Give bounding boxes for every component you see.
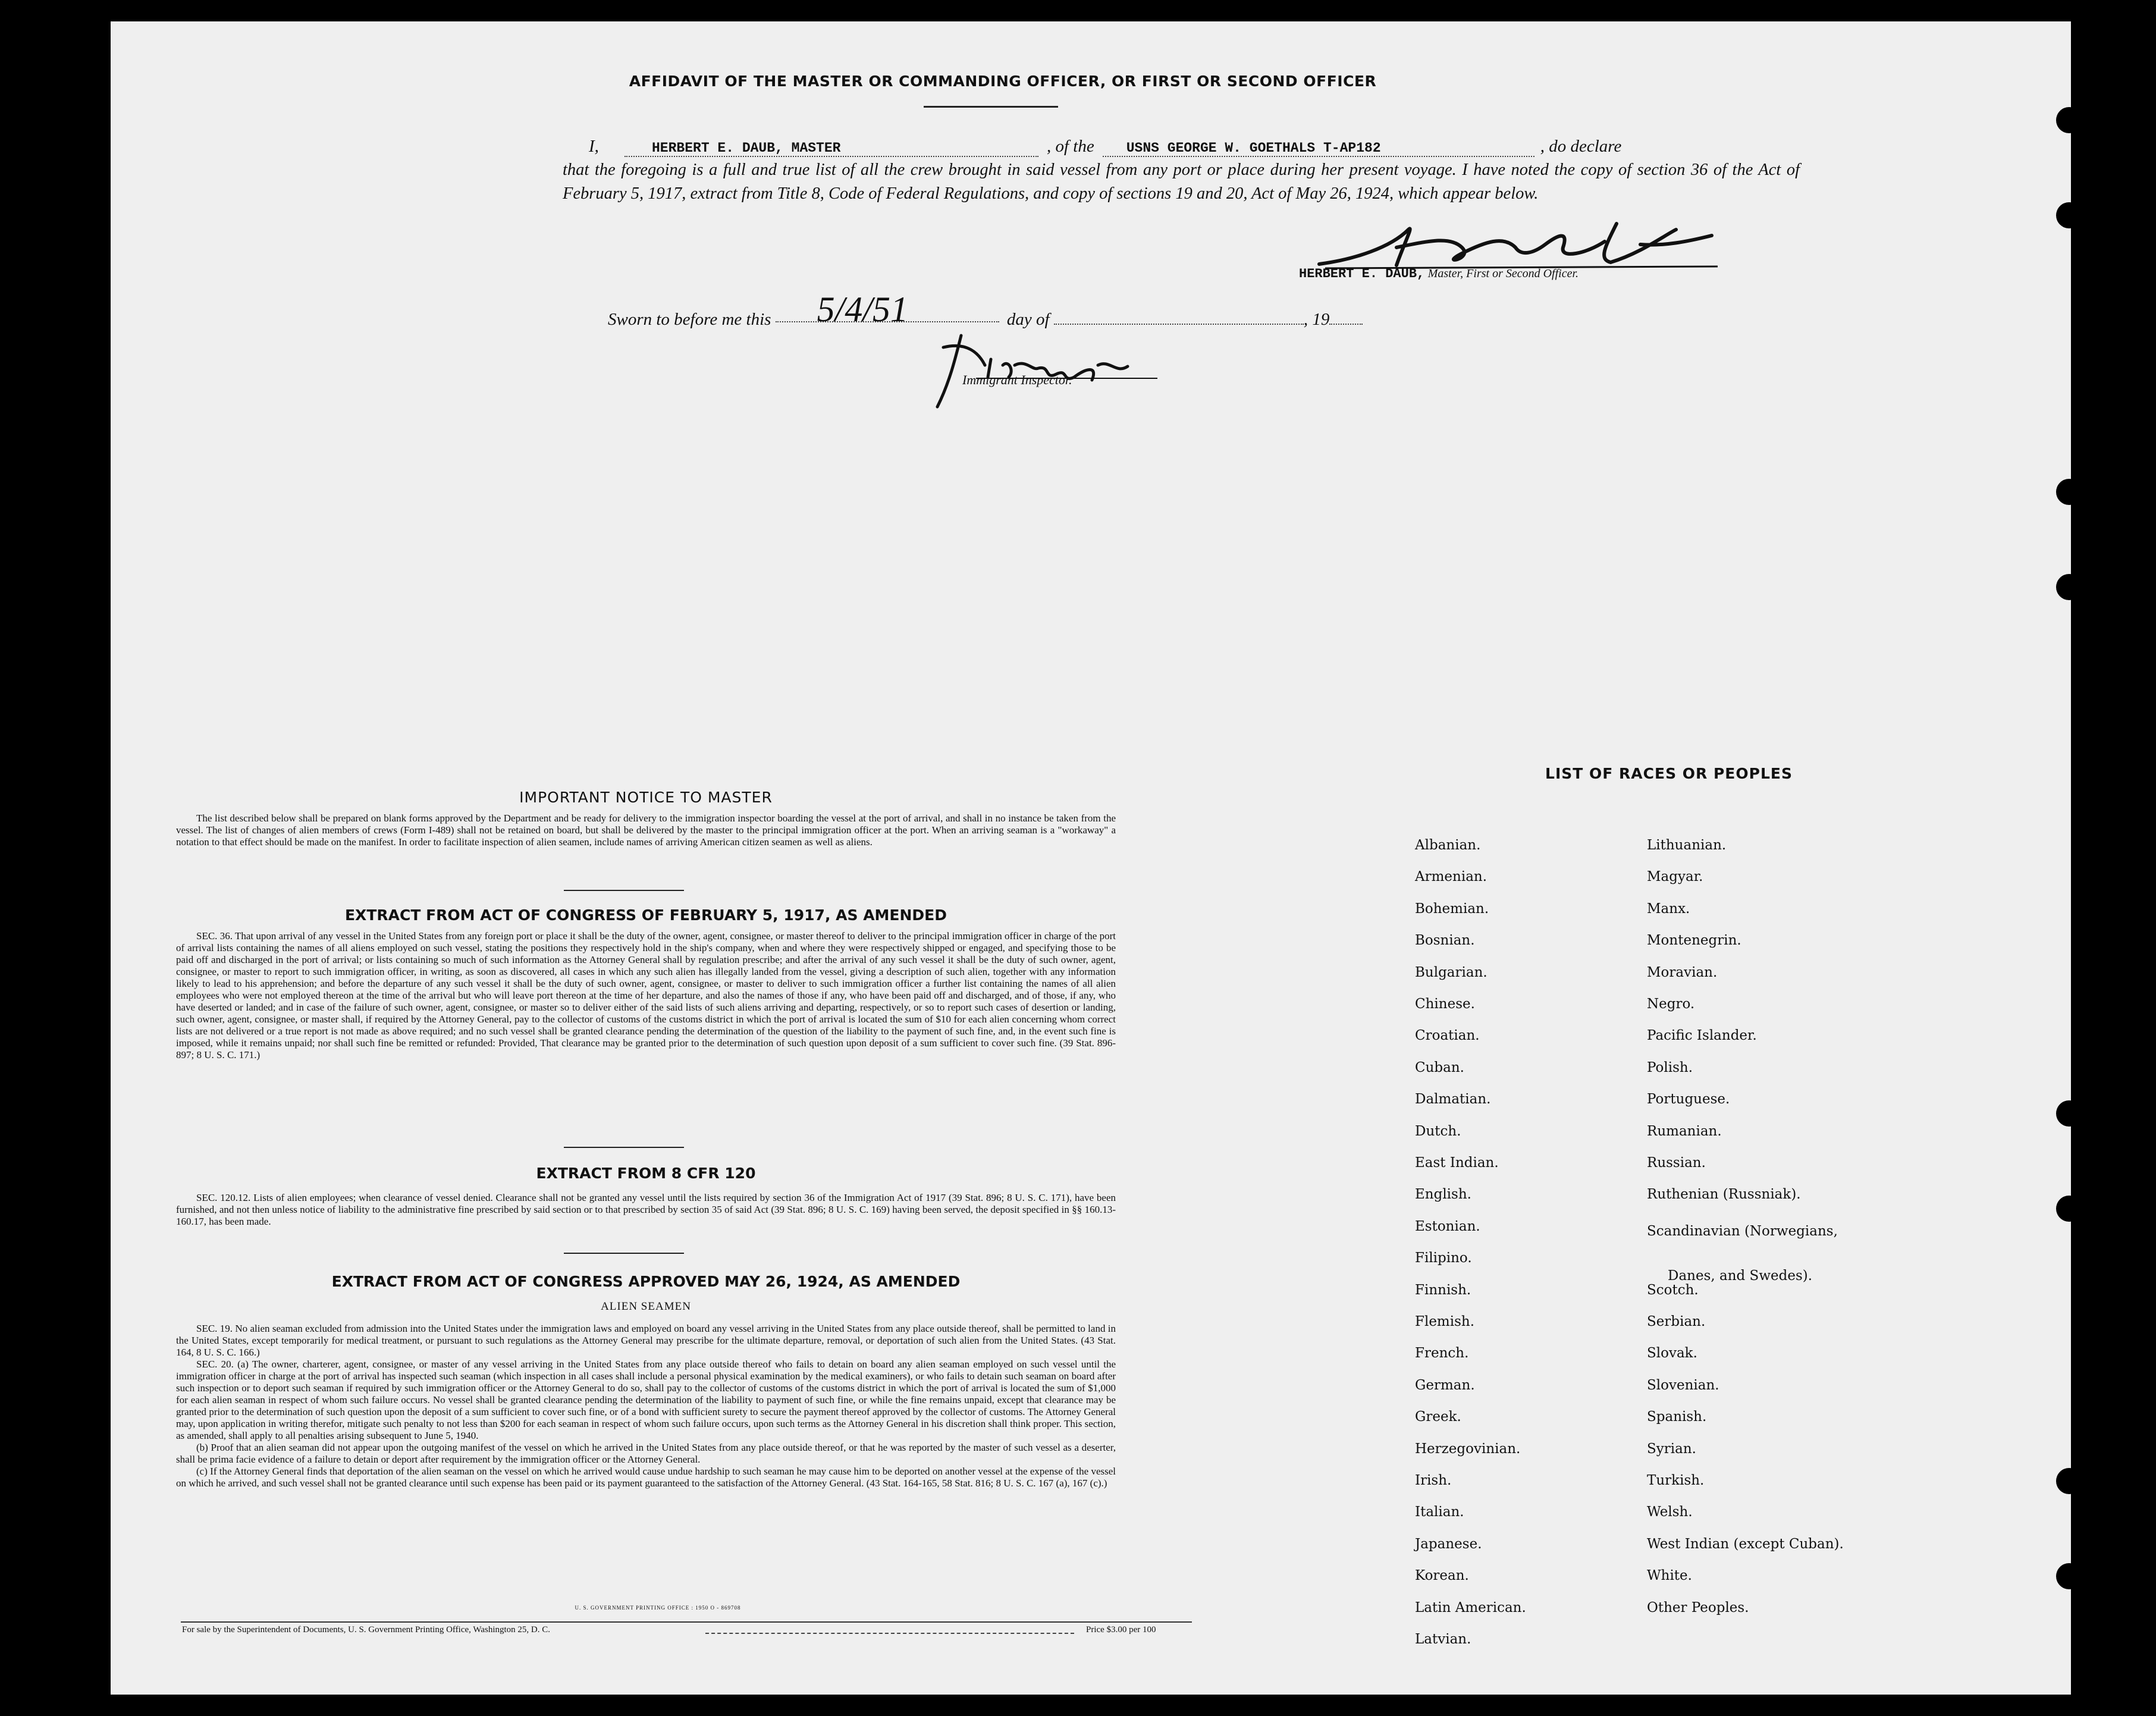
race-item: Latvian. [1415,1632,1471,1647]
notice-title: IMPORTANT NOTICE TO MASTER [519,789,773,806]
binder-hole [2056,574,2082,600]
race-item: Slovenian. [1647,1377,1719,1393]
binder-hole [2056,1563,2082,1589]
declarant-field: HERBERT E. DAUB, MASTER [624,140,1038,157]
race-item: Latin American. [1415,1599,1526,1615]
day-of-label: day of [1006,310,1050,329]
race-item: Polish. [1647,1059,1693,1075]
race-item: Albanian. [1415,837,1481,853]
race-item: Turkish. [1647,1473,1705,1488]
sec-20b-paragraph: (b) Proof that an alien seaman did not appear upon the outgoing manifest of the vessel on which he arrived in the United States from any place outside thereof, or that he was reported by the master of such vessel as a deserter, shall be prima facie evidence of a failure to detain or deport after requirement by the immigration officer or the Attorney General. [176,1442,1116,1465]
race-item: Lithuanian. [1647,837,1727,853]
pronoun-label: I, [589,137,599,156]
of-the-label: , of the [1047,137,1094,156]
race-item: Montenegrin. [1647,933,1741,949]
race-item: English. [1415,1187,1471,1203]
inspector-title: Immigrant Inspector. [962,372,1072,387]
race-item: German. [1415,1377,1475,1393]
binder-hole [2056,479,2082,505]
race-item: Pacific Islander. [1647,1028,1757,1044]
race-item: Rumanian. [1647,1123,1722,1139]
race-item: Armenian. [1415,869,1487,885]
race-item: Negro. [1647,996,1695,1012]
races-list [111,21,2071,1695]
race-item: Flemish. [1415,1314,1475,1329]
race-item: Serbian. [1647,1314,1706,1329]
race-item: East Indian. [1415,1155,1499,1171]
binder-hole [2056,1100,2082,1127]
extract-1917-title: EXTRACT FROM ACT OF CONGRESS OF FEBRUARY 5, 1917, AS AMENDED [344,906,947,924]
extract-1924-title: EXTRACT FROM ACT OF CONGRESS APPROVED MAY 26, 1924, AS AMENDED [331,1273,961,1290]
race-item: Bohemian. [1415,901,1489,917]
footer-left: For sale by the Superintendent of Documents, U. S. Government Printing Office, Washington 25, D. C. [182,1625,550,1635]
signer-name: HERBERT E. DAUB, [1299,266,1425,281]
race-item: Greek. [1415,1409,1461,1425]
sec-120-paragraph: SEC. 120.12. Lists of alien employees; when clearance of vessel denied. Clearance shall not be granted any vessel until the lists required by section 36 of the Immigration Act of 1917 (39 Stat. 896; 8 U. S. C. 171), have been furnished, and not then unless notice of liability to the administrative fine prescribed by said section or to that prescribed by section 35 of said Act (39 Stat. 896; 8 U. S. C. 169) having been served, the deposit specified in §§ 160.13-160.17, has been made. [176,1192,1116,1227]
binder-hole [2056,1468,2082,1494]
year-label: , 19 [1303,310,1330,329]
gpo-imprint: U. S. GOVERNMENT PRINTING OFFICE : 1950 O - 869708 [575,1605,741,1611]
race-item: Filipino. [1415,1250,1472,1266]
signer-title: Master, First or Second Officer. [1427,267,1579,280]
race-item: Scotch. [1647,1282,1699,1298]
binder-hole [2056,1196,2082,1222]
race-item: Portuguese. [1647,1091,1730,1108]
binder-hole [2056,107,2082,133]
race-item: Slovak. [1647,1345,1697,1361]
race-item: Russian. [1647,1155,1706,1171]
sec-20a-paragraph: SEC. 20. (a) The owner, charterer, agent, consignee, or master of any vessel arriving in the United States from any place outside thereof who fails to detain on board any alien seaman employed on such vessel until the immigration officer in charge at the port of arrival has inspected such seaman (which inspection in all cases shall include a personal physical examination by the medical examiners), or who fails to detain such seaman on board after such inspection or to deport such seaman if required by such immigration officer or the Attorney General to do so, shall pay to the collector of customs of the customs district in which the port of arrival is located the sum of $1,000 for each alien seaman in respect of whom such failure occurs. No vessel shall be granted clearance pending the determination of the liability to payment of such fine, or while the fine remains unpaid, except that clearance may be granted prior to the determination of such question upon the deposit of a sum sufficient to cover such fine, or of a bond with sufficient surety to secure the payment thereof approved by the collector of customs. The Attorney General may, upon application in writing therefor, mitigate such penalty to not less than $200 for each seaman in respect of whom such failure occurs, upon such terms as the Attorney General in his discretion shall think proper. This section, as amended, shall apply to all penalties arising subsequent to June 5, 1940. [176,1359,1116,1441]
sworn-date-field: 5/4/51 [776,297,999,322]
race-item: Chinese. [1415,996,1475,1012]
race-item: Irish. [1415,1473,1452,1488]
races-title: LIST OF RACES OR PEOPLES [1545,765,1793,782]
race-item: Manx. [1647,901,1690,917]
sec-20c-paragraph: (c) If the Attorney General finds that deportation of the alien seaman on the vessel on which he arrived would cause undue hardship to such seaman he may cause him to be deported on another vessel at the expense of the vessel on which he arrived, and such vessel shall not be granted clearance until such expense has been paid or its payment guaranteed to the satisfaction of the Attorney General. (43 Stat. 164-165, 58 Stat. 816; 8 U. S. C. 167 (a), 167 (c).) [176,1466,1116,1489]
sec-36-paragraph: SEC. 36. That upon arrival of any vessel in the United States from any foreign port or place it shall be the duty of the owner, agent, consignee, or master thereof to deliver to the principal immigration officer in charge of the port of arrival lists containing the names of all aliens employed on such vessel, stating the positions they respectively hold in the ship's company, when and where they were respectively shipped or engaged, and specifying those to be paid off and discharged in the port of arrival; or lists containing so much of such information as the Attorney General shall by regulation prescribe; and after the arrival of any such vessel it shall be the duty of such owner, agent, consignee, or master to report to such immigration officer, in writing, as soon as discovered, all cases in which any such alien has illegally landed from the vessel, giving a description of such alien, together with any information likely to lead to his apprehension; and before the departure of any such vessel it shall be the duty of such owner, agent, consignee, or master to deliver to such immigration officer a further list containing the names of all alien employees who were not employed thereon at the time of the arrival but who will leave port thereon at the time of her departure, and also the names of those if any, who have been paid off and discharged, and of those, if any, who have deserted or landed; and in case of the failure of such owner, agent, consignee, or master so to deliver either of the said lists of such aliens arriving and departing, respectively, or so to report such cases of desertion or landing, such owner, agent, consignee, or master shall, if required by the Attorney General, pay to the collector of customs of the customs district in which the port of arrival is located the sum of $10 for each alien concerning whom correct lists are not delivered or a true report is not made as above required; and no such vessel shall be granted clearance pending the determination of the question of the liability to the payment of such fine, and, in the event such fine is imposed, while it remains unpaid; nor shall such fine be remitted or refunded: Provided, That clearance may be granted prior to the determination of such question upon deposit of a sum sufficient to cover such fine. (39 Stat. 896-897; 8 U. S. C. 171.) [176,930,1116,1061]
race-item: Bulgarian. [1415,964,1487,980]
race-item: French. [1415,1345,1469,1361]
race-item: Italian. [1415,1504,1464,1520]
race-item: Spanish. [1647,1409,1707,1425]
race-item: Dutch. [1415,1123,1461,1139]
race-item: Ruthenian (Russniak). [1647,1187,1801,1203]
affidavit-body: that the foregoing is a full and true list of all the crew brought in said vessel from any port or place during her present voyage. I have noted the copy of section 36 of the Act of February 5, 1917, extract from Title 8, Code of Federal Regulations, and copy of sections 19 and 20, Act of May 26, 1924, which appear below. [563,161,1800,203]
race-item: Moravian. [1647,964,1718,980]
race-item: Herzegovinian. [1415,1441,1521,1457]
race-item: Korean. [1415,1568,1469,1584]
document-page [111,21,2071,1695]
race-item: Estonian. [1415,1218,1480,1234]
race-item: Other Peoples. [1647,1599,1749,1615]
race-item: White. [1647,1568,1692,1584]
race-item: Danes, and Swedes). [1668,1268,1813,1284]
sworn-label: Sworn to before me this [608,310,771,329]
race-item: Syrian. [1647,1441,1696,1457]
extract-cfr-title: EXTRACT FROM 8 CFR 120 [536,1165,756,1182]
race-item: West Indian (except Cuban). [1647,1536,1844,1552]
race-item: Scandinavian (Norwegians, [1647,1223,1838,1239]
race-item: Cuban. [1415,1059,1464,1075]
race-item: Magyar. [1647,869,1703,885]
binder-hole [2056,202,2082,228]
race-item: Dalmatian. [1415,1091,1491,1108]
affidavit-title: AFFIDAVIT OF THE MASTER OR COMMANDING OFFICER, OR FIRST OR SECOND OFFICER [629,73,1377,90]
sec-19-paragraph: SEC. 19. No alien seaman excluded from admission into the United States under the immigration laws and employed on board any vessel arriving in the United States from any place outside thereof, shall be permitted to land in the United States, except temporarily for medical treatment, or pursuant to such regulations as the Attorney General may prescribe for the ultimate departure, removal, or deportation of such alien from the United States. (43 Stat. 164, 8 U. S. C. 166.) [176,1323,1116,1358]
notice-paragraph: The list described below shall be prepared on blank forms approved by the Department and be ready for delivery to the immigration inspector boarding the vessel at the port of arrival, and shall in no instance be taken from the vessel. The list of changes of alien members of crews (Form I-489) shall not be retained on board, but shall be delivered by the master to the principal immigration officer at the port. When an arriving seaman is a "workaway" a notation to that effect should be made on the manifest. In order to facilitate inspection of alien seamen, include names of arriving American citizen seamen as well as aliens. [176,812,1116,848]
race-item: Finnish. [1415,1282,1471,1298]
race-item: Croatian. [1415,1028,1480,1044]
race-item: Welsh. [1647,1504,1693,1520]
footer-right: Price $3.00 per 100 [1086,1625,1156,1635]
do-declare-label: , do declare [1540,137,1622,156]
race-item: Japanese. [1415,1536,1482,1552]
race-item: Bosnian. [1415,933,1475,949]
vessel-field: USNS GEORGE W. GOETHALS T-AP182 [1103,140,1534,157]
alien-seamen-subtitle: ALIEN SEAMEN [601,1300,691,1313]
